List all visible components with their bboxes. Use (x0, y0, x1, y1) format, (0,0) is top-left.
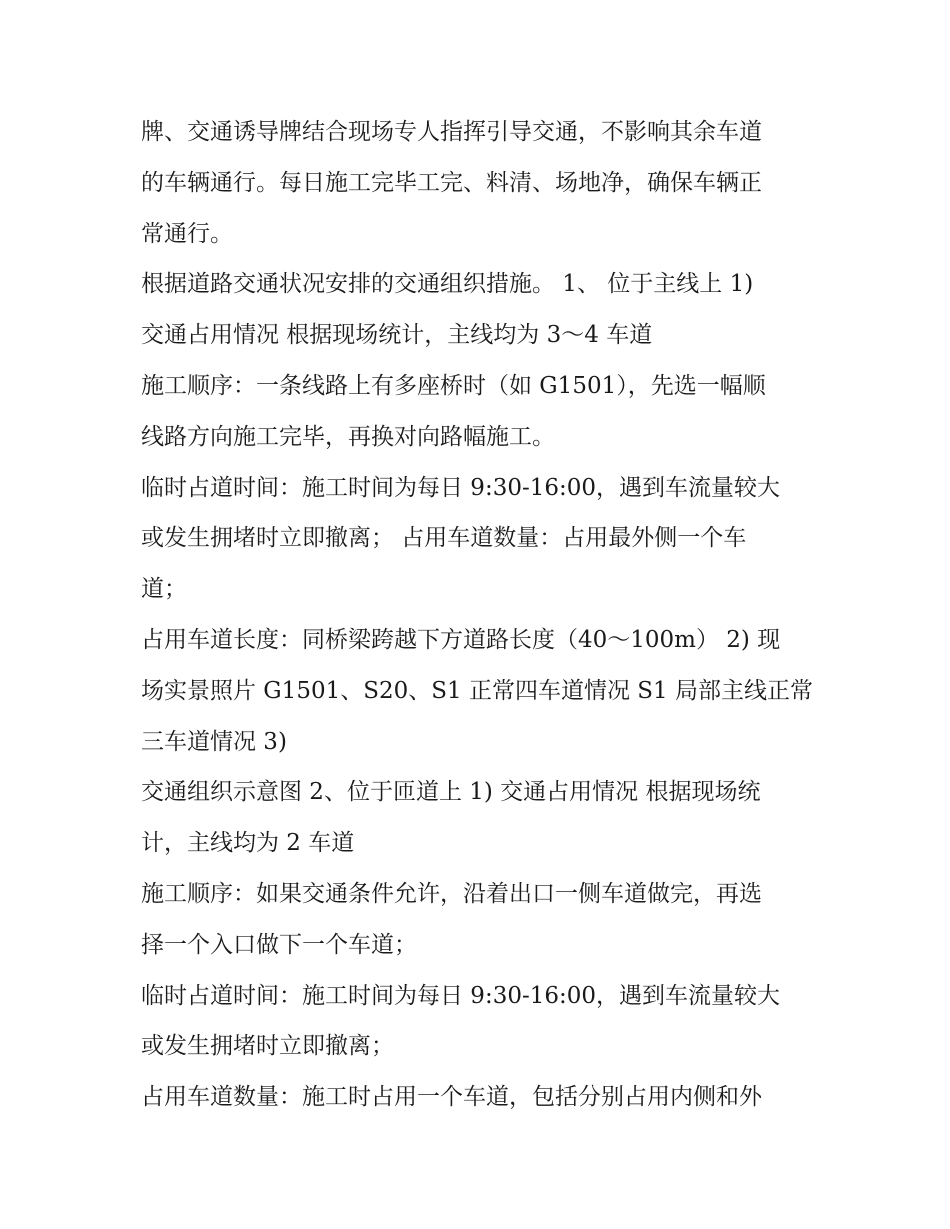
paragraph-1: 牌、交通诱导牌结合现场专人指挥引导交通，不影响其余车道 的车辆通行。每日施工完毕工完、料清、场地净，确保车辆正 常通行。 (141, 119, 762, 247)
paragraph-4: 临时占道时间：施工时间为每日 9:30-16:00，遇到车流量较大 或发生拥堵时立即撤离； 占用车道数量：占用最外侧一个车 道； (141, 474, 781, 603)
paragraph-8: 临时占道时间：施工时间为每日 9:30-16:00，遇到车流量较大 或发生拥堵时立即撤离； (141, 982, 781, 1060)
document-body (141, 107, 821, 1123)
paragraph-9: 占用车道数量：施工时占用一个车道，包括分别占用内侧和外 (141, 1084, 762, 1111)
paragraph-2: 根据道路交通状况安排的交通组织措施。 1、 位于主线上 1) 交通占用情况 根据现场统计，主线均为 3～4 车道 (141, 271, 754, 349)
paragraph-3: 施工顺序：一条线路上有多座桥时（如 G1501），先选一幅顺 线路方向施工完毕，再换对向路幅施工。 (141, 372, 766, 450)
paragraph-6: 交通组织示意图 2、位于匝道上 1) 交通占用情况 根据现场统 计，主线均为 2 车道 (141, 779, 761, 857)
paragraph-5: 占用车道长度：同桥梁跨越下方道路长度（40～100m） 2) 现 场实景照片 G1501、S20、S1 正常四车道情况 S1 局部主线正常 三车道情况 3) (141, 626, 813, 755)
paragraph-7: 施工顺序：如果交通条件允许，沿着出口一侧车道做完，再选 择一个入口做下一个车道； (141, 880, 762, 958)
